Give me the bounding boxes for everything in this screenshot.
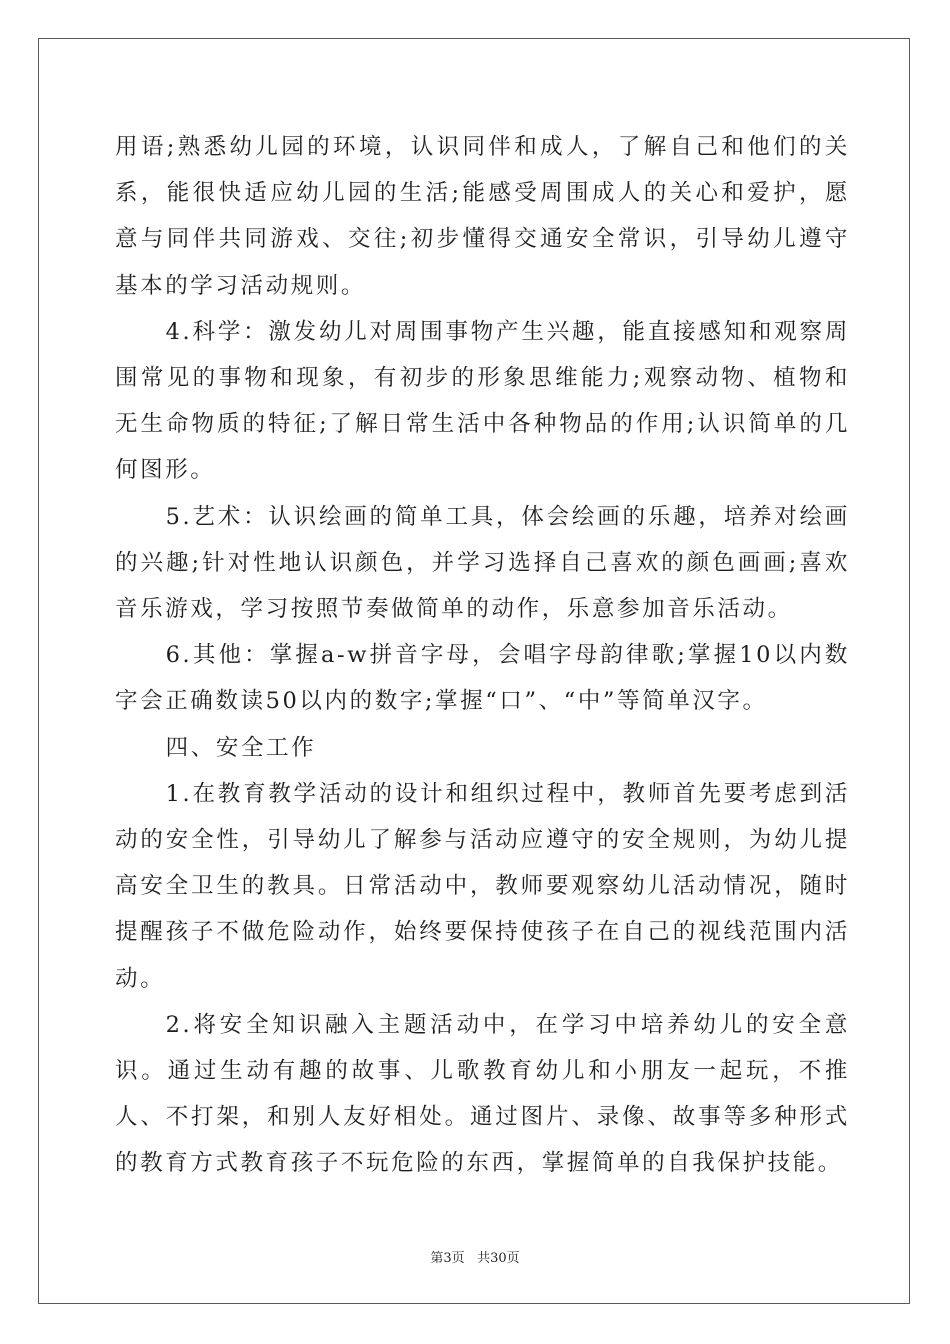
page-total: 共30页 (477, 1251, 520, 1266)
paragraph-safety-1: 1.在教育教学活动的设计和组织过程中，教师首先要考虑到活动的安全性，引导幼儿了解参与活动应遵守的安全规则，为幼儿提高安全卫生的教具。日常活动中，教师要观察幼儿活动情况，随时提醒孩子不做危险动作，始终要保持使孩子在自己的视线范围内活动。 (115, 780, 850, 992)
paragraph-1: 用语;熟悉幼儿园的环境，认识同伴和成人，了解自己和他们的关系，能很快适应幼儿园的生活;能感受周围成人的关心和爱护，愿意与同伴共同游戏、交往;初步懂得交通安全常识，引导幼儿遵守基本的学习活动规则。 (115, 134, 850, 299)
section-heading-safety: 四、安全工作 (165, 734, 317, 761)
paragraph-other: 6.其他：掌握a-w拼音字母，会唱字母韵律歌;掌握10以内数字会正确数读50以内的数字;掌握“口”、“中”等简单汉字。 (115, 642, 850, 715)
paragraph-science: 4.科学：激发幼儿对周围事物产生兴趣，能直接感知和观察周围常见的事物和现象，有初步的形象思维能力;观察动物、植物和无生命物质的特征;了解日常生活中各种物品的作用;认识简单的几何图形。 (115, 318, 850, 484)
document-body (115, 124, 850, 1187)
paragraph-safety-2: 2.将安全知识融入主题活动中，在学习中培养幼儿的安全意识。通过生动有趣的故事、儿歌教育幼儿和小朋友一起玩，不推人、不打架，和别人友好相处。通过图片、录像、故事等多种形式的教育方式教育孩子不玩危险的东西，掌握简单的自我保护技能。 (115, 1011, 850, 1177)
paragraph-art: 5.艺术：认识绘画的简单工具，体会绘画的乐趣，培养对绘画的兴趣;针对性地认识颜色，并学习选择自己喜欢的颜色画画;喜欢音乐游戏，学习按照节奏做简单的动作，乐意参加音乐活动。 (115, 503, 850, 623)
page-footer (0, 1247, 950, 1266)
page-number: 第3页 (430, 1251, 465, 1266)
